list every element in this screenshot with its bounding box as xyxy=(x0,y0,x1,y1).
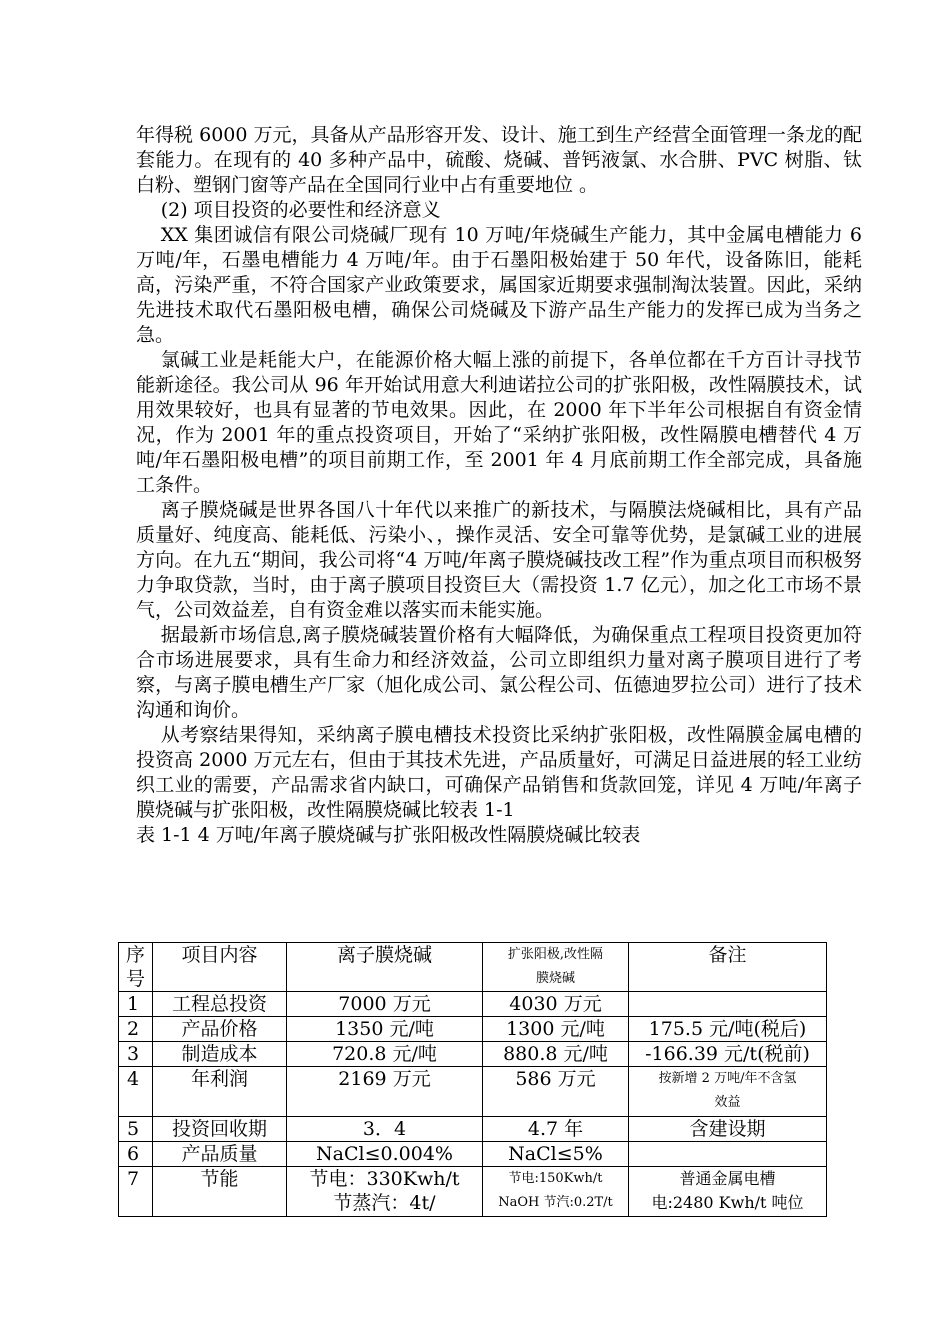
cell-remarks: -166.39 元/t(税前) xyxy=(629,1042,827,1067)
cell-diaphragm: 880.8 元/吨 xyxy=(483,1042,629,1067)
paragraph-energy-saving: 氯碱工业是耗能大户，在能源价格大幅上涨的前提下，各单位都在千方百计寻找节能新途径。我公司从 96 年开始试用意大利迪诺拉公司的扩张阳极，改性隔膜技术，试用效果较好，也具有显著的节电效果。因此，在 2000 年下半年公司根据自有资金情况，作为 2001 年的重点投资项目，开始了“采纳扩张阳极，改性隔膜电槽替代 4 万吨/年石墨阳极电槽”的项目前期工作，至 2001 年 4 月底前期工作全部完成，具备施工条件。 xyxy=(136,349,862,496)
cell-diaphragm: 4030 万元 xyxy=(483,992,629,1017)
cell-ion: 1350 元/吨 xyxy=(287,1017,483,1042)
cell-ion: 720.8 元/吨 xyxy=(287,1042,483,1067)
cell-seq: 3 xyxy=(119,1042,153,1067)
cell-remarks: 含建设期 xyxy=(629,1117,827,1142)
paragraph-intro: 年得税 6000 万元，具备从产品形容开发、设计、施工到生产经营全面管理一条龙的配套能力。在现有的 40 多种产品中，硫酸、烧碱、普钙液氯、水合肼、PVC 树脂、钛白粉、塑钢门窗等产品在全国同行业中占有重要地位 。 xyxy=(136,124,862,196)
cell-diaphragm: 节电:150Kwh/t NaOH 节汽:0.2T/t xyxy=(483,1167,629,1217)
cell-item: 制造成本 xyxy=(153,1042,287,1067)
cell-ion: 节电：330Kwh/t 节蒸汽：4t/ xyxy=(287,1167,483,1217)
header-remarks: 备注 xyxy=(629,943,827,992)
cell-remarks xyxy=(629,992,827,1017)
paragraph-market-info: 据最新市场信息,离子膜烧碱装置价格有大幅降低，为确保重点工程项目投资更加符合市场进展要求，具有生命力和经济效益，公司立即组织力量对离子膜项目进行了考察，与离子膜电槽生产厂家（旭化成公司、氯公程公司、伍德迪罗拉公司）进行了技术沟通和询价。 xyxy=(136,624,862,721)
comparison-table xyxy=(118,942,827,1217)
table-row xyxy=(119,1017,827,1042)
cell-diaphragm: 4.7 年 xyxy=(483,1117,629,1142)
table-row xyxy=(119,1042,827,1067)
cell-item: 投资回收期 xyxy=(153,1117,287,1142)
cell-seq: 5 xyxy=(119,1117,153,1142)
cell-seq: 2 xyxy=(119,1017,153,1042)
cell-remarks: 普通金属电槽 电:2480 Kwh/t 吨位 xyxy=(629,1167,827,1217)
cell-seq: 7 xyxy=(119,1167,153,1217)
cell-item: 产品质量 xyxy=(153,1142,287,1167)
table-row xyxy=(119,992,827,1017)
paragraph-ion-membrane: 离子膜烧碱是世界各国八十年代以来推广的新技术，与隔膜法烧碱相比，具有产品质量好、纯度高、能耗低、污染小、，操作灵活、安全可靠等优势，是氯碱工业的进展方向。在九五“期间，我公司将“4 万吨/年离子膜烧碱技改工程”作为重点项目而积极努力争取贷款，当时，由于离子膜项目投资巨大（需投资 1.7 亿元），加之化工市场不景气，公司效益差，自有资金难以落实而未能实施。 xyxy=(136,499,862,621)
cell-item: 节能 xyxy=(153,1167,287,1217)
cell-item: 工程总投资 xyxy=(153,992,287,1017)
header-ion-membrane: 离子膜烧碱 xyxy=(287,943,483,992)
cell-remarks: 175.5 元/吨(税后) xyxy=(629,1017,827,1042)
table-row xyxy=(119,1167,827,1217)
table-header-row xyxy=(119,943,827,992)
cell-ion: NaCl≤0.004% xyxy=(287,1142,483,1167)
cell-diaphragm: 1300 元/吨 xyxy=(483,1017,629,1042)
paragraph-current-capacity: XX 集团诚信有限公司烧碱厂现有 10 万吨/年烧碱生产能力，其中金属电槽能力 6 万吨/年，石墨电槽能力 4 万吨/年。由于石墨阳极始建于 50 年代，设备陈旧，能耗高，污染严重，不符合国家产业政策要求，属国家近期要求强制淘汰装置。因此，采纳先进技术取代石墨阳极电槽，确保公司烧碱及下游产品生产能力的发挥已成为当务之急。 xyxy=(136,224,862,346)
cell-seq: 1 xyxy=(119,992,153,1017)
cell-diaphragm: NaCl≤5% xyxy=(483,1142,629,1167)
table-row xyxy=(119,1142,827,1167)
table-caption: 表 1-1 4 万吨/年离子膜烧碱与扩张阳极改性隔膜烧碱比较表 xyxy=(136,824,641,846)
cell-ion: 7000 万元 xyxy=(287,992,483,1017)
table-row xyxy=(119,1067,827,1117)
cell-ion: 2169 万元 xyxy=(287,1067,483,1117)
header-diaphragm: 扩张阳极,改性隔 膜烧碱 xyxy=(483,943,629,992)
header-seq: 序 号 xyxy=(119,943,153,992)
cell-item: 产品价格 xyxy=(153,1017,287,1042)
cell-seq: 4 xyxy=(119,1067,153,1117)
cell-item: 年利润 xyxy=(153,1067,287,1117)
body-text xyxy=(136,123,862,848)
table-row xyxy=(119,1117,827,1142)
paragraph-investigation: 从考察结果得知，采纳离子膜电槽技术投资比采纳扩张阳极，改性隔膜金属电槽的投资高 2000 万元左右，但由于其技术先进，产品质量好，可满足日益进展的轻工业纺织工业的需要，产品需求省内缺口，可确保产品销售和货款回笼，详见 4 万吨/年离子膜烧碱与扩张阳极，改性隔膜烧碱比较表 1-1 xyxy=(136,724,862,821)
cell-ion: 3．4 xyxy=(287,1117,483,1142)
cell-diaphragm: 586 万元 xyxy=(483,1067,629,1117)
header-item: 项目内容 xyxy=(153,943,287,992)
cell-remarks: 按新增 2 万吨/年不含氢 效益 xyxy=(629,1067,827,1117)
section-heading: (2) 项目投资的必要性和经济意义 xyxy=(160,199,441,221)
cell-seq: 6 xyxy=(119,1142,153,1167)
cell-remarks xyxy=(629,1142,827,1167)
